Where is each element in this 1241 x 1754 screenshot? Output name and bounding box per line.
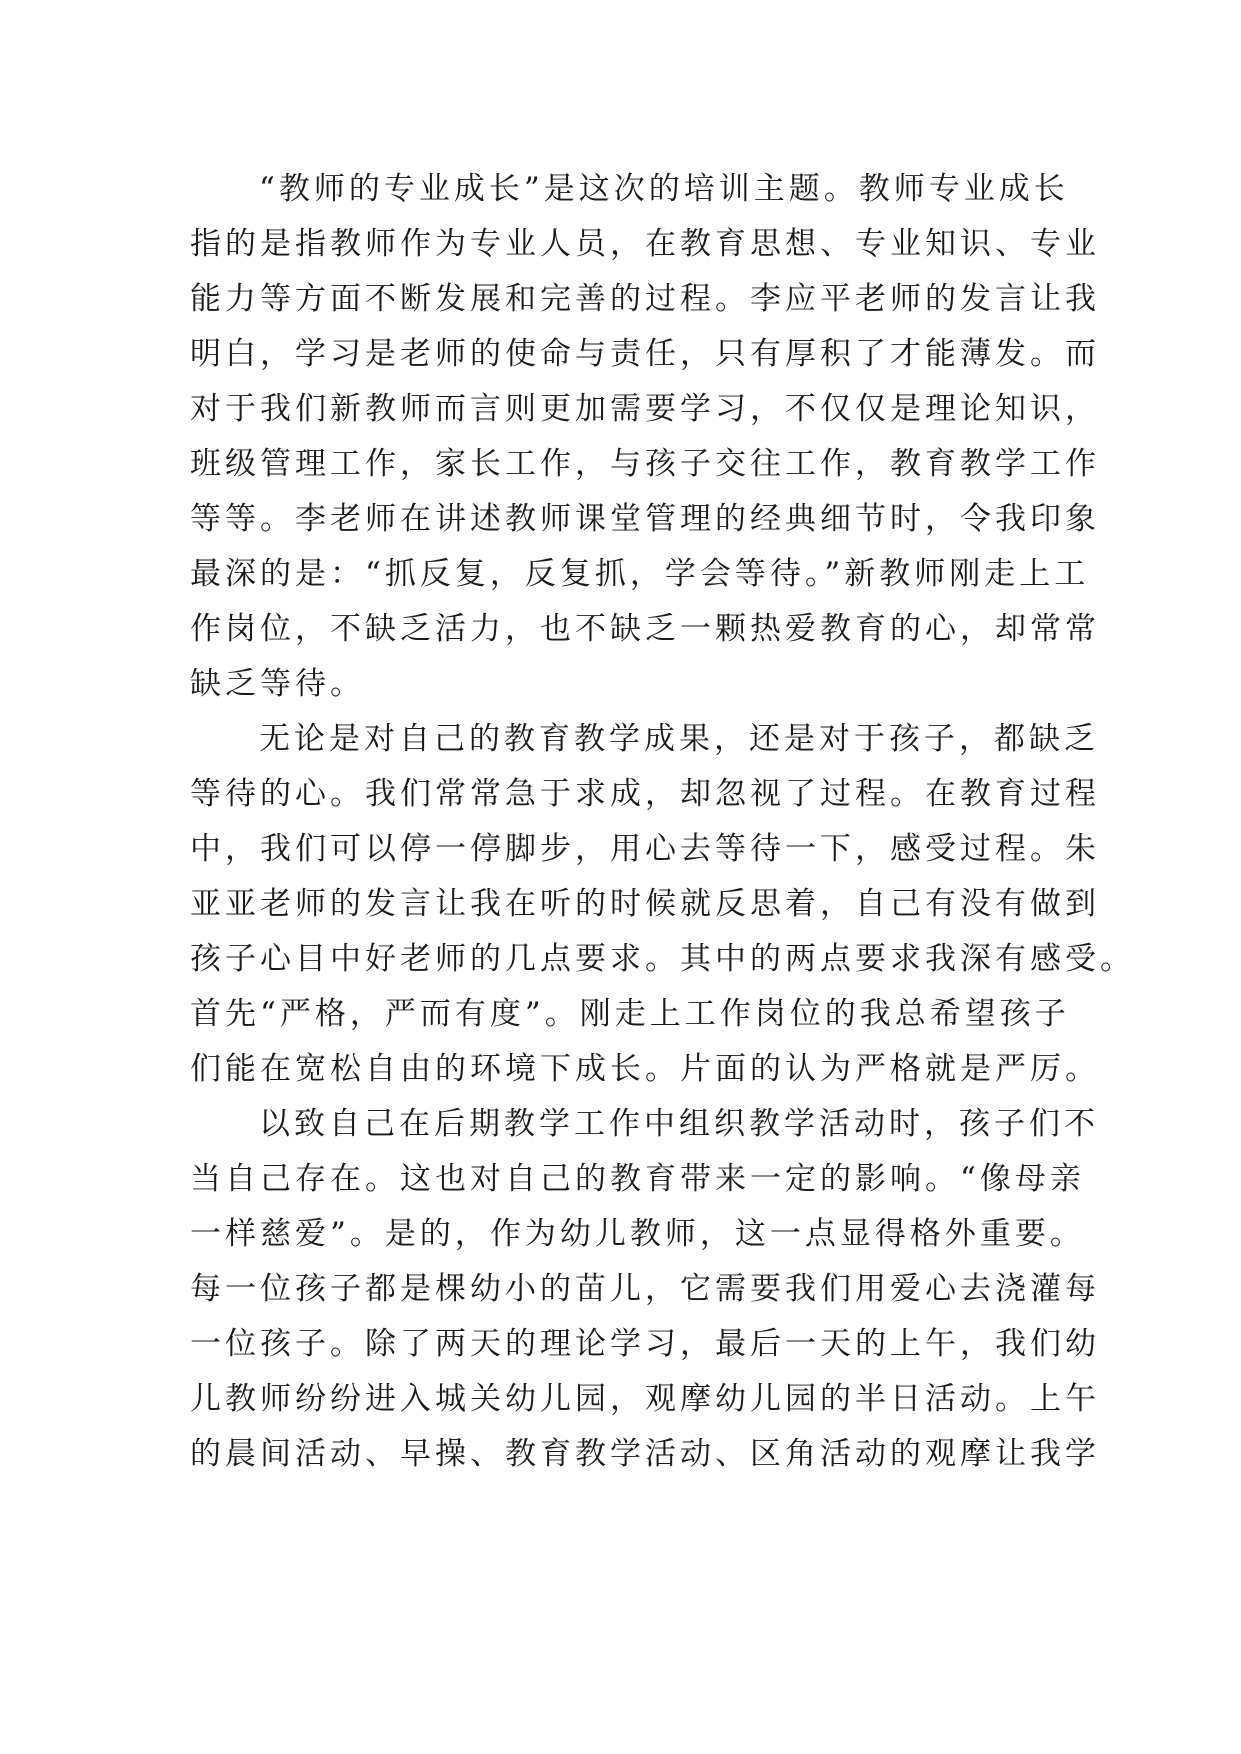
paragraph-line: 指的是指教师作为专业人员，在教育思想、专业知识、专业: [190, 226, 1100, 262]
paragraph-line: 孩子心目中好老师的几点要求。其中的两点要求我深有感受。: [190, 941, 1135, 977]
paragraph-line: “教师的专业成长”是这次的培训主题。教师专业成长: [259, 171, 1069, 207]
paragraph-line: 一样慈爱”。是的，作为幼儿教师，这一点显得格外重要。: [190, 1216, 1085, 1252]
paragraph-line: 对于我们新教师而言则更加需要学习，不仅仅是理论知识，: [190, 391, 1100, 427]
paragraph-line: 的晨间活动、早操、教育教学活动、区角活动的观摩让我学: [190, 1436, 1100, 1472]
paragraph-line: 以致自己在后期教学工作中组织教学活动时，孩子们不: [259, 1106, 1099, 1142]
paragraph-line: 明白，学习是老师的使命与责任，只有厚积了才能薄发。而: [190, 336, 1100, 372]
paragraph-line: 最深的是：“抓反复，反复抓，学会等待。”新教师刚走上工: [190, 556, 1090, 592]
paragraph-line: 能力等方面不断发展和完善的过程。李应平老师的发言让我: [190, 281, 1100, 317]
paragraph-line: 中，我们可以停一停脚步，用心去等待一下，感受过程。朱: [190, 831, 1100, 867]
paragraph-line: 一位孩子。除了两天的理论学习，最后一天的上午，我们幼: [190, 1326, 1100, 1362]
document-body: [190, 162, 1135, 1482]
paragraph-line: 缺乏等待。: [190, 666, 365, 702]
paragraph-line: 每一位孩子都是棵幼小的苗儿，它需要我们用爱心去浇灌每: [190, 1271, 1100, 1307]
paragraph-line: 亚亚老师的发言让我在听的时候就反思着，自己有没有做到: [190, 886, 1100, 922]
paragraph-line: 等待的心。我们常常急于求成，却忽视了过程。在教育过程: [190, 776, 1100, 812]
paragraph-line: 无论是对自己的教育教学成果，还是对于孩子，都缺乏: [259, 721, 1099, 757]
paragraph-line: 们能在宽松自由的环境下成长。片面的认为严格就是严厉。: [190, 1051, 1100, 1087]
paragraph-line: 作岗位，不缺乏活力，也不缺乏一颗热爱教育的心，却常常: [190, 611, 1100, 647]
paragraph-line: 等等。李老师在讲述教师课堂管理的经典细节时，令我印象: [190, 501, 1100, 537]
paragraph-line: 儿教师纷纷进入城关幼儿园，观摩幼儿园的半日活动。上午: [190, 1381, 1100, 1417]
paragraph-line: 班级管理工作，家长工作，与孩子交往工作，教育教学工作: [190, 446, 1100, 482]
paragraph-line: 当自己存在。这也对自己的教育带来一定的影响。“像母亲: [190, 1161, 1085, 1197]
paragraph-line: 首先“严格，严而有度”。刚走上工作岗位的我总希望孩子: [190, 996, 1070, 1032]
